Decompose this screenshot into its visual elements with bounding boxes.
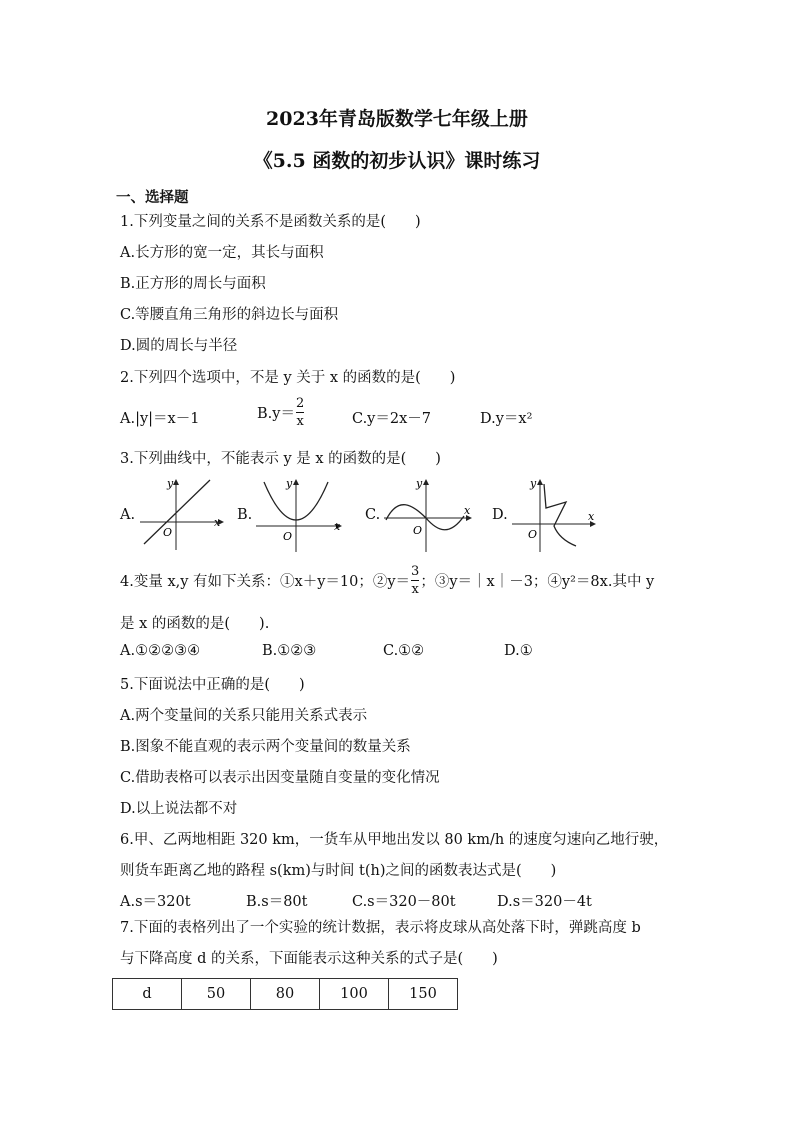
y-axis-arrow [173,479,179,485]
question-4-stem [120,565,654,596]
table-row [113,979,458,1010]
question-1-option-a: A.长方形的宽一定，其长与面积 [120,245,324,261]
question-1-stem: 1.下列变量之间的关系不是函数关系的是( ) [120,214,421,230]
y-axis-label: y [167,477,174,490]
origin-label: O [528,528,538,541]
x-axis-label: x [214,516,221,529]
fraction-denominator: x [411,582,419,597]
question-4-option-a: A.①②②③④ [120,643,201,659]
graph-curve [144,480,210,544]
table-cell: 150 [389,979,458,1010]
question-4-text-part1: 4.变量 x,y 有如下关系：①x＋y＝10；②y＝ [120,574,411,590]
question-6-stem-line1: 6.甲、乙两地相距 320 km，一货车从甲地出发以 80 km/h 的速度匀速向乙地行驶， [120,832,669,848]
fraction-numerator: 3 [411,564,420,579]
x-axis-label: x [588,510,595,523]
question-1-option-c: C.等腰直角三角形的斜边长与面积 [120,307,339,323]
question-1-option-d: D.圆的周长与半径 [120,338,238,354]
graph-curve [386,505,464,530]
question-2-option-c: C.y＝2x－7 [352,411,432,427]
graph-a [136,474,228,554]
y-axis-label: y [416,477,423,490]
question-4-fraction [411,565,419,596]
question-5-option-d: D.以上说法都不对 [120,801,238,817]
y-axis-arrow [293,479,299,485]
y-axis-arrow [423,479,429,485]
graph-d-label: D. [492,507,508,523]
question-3-stem: 3.下列曲线中，不能表示 y 是 x 的函数的是( ) [120,451,441,467]
y-axis-arrow [537,479,543,485]
y-axis-label: y [286,477,293,490]
question-6-option-a: A.s＝320t [120,894,191,910]
question-2-option-b-prefix: B.y＝ [257,406,295,422]
question-2-fraction [296,397,304,428]
fraction-numerator: 2 [295,396,305,411]
table-cell: 50 [182,979,251,1010]
question-2-option-b [257,397,305,428]
document-subtitle: 《5.5 函数的初步认识》课时练习 [253,150,541,172]
document-title: 2023年青岛版数学七年级上册 [266,108,528,130]
question-6-option-c: C.s＝320－80t [352,894,456,910]
y-axis-label: y [530,477,537,490]
graph-d [508,474,604,554]
graph-a-label: A. [120,507,136,523]
graph-curve [544,484,576,546]
question-7-stem-line2: 与下降高度 d 的关系，下面能表示这种关系的式子是( ) [120,951,498,967]
question-4-option-c: C.①② [383,643,425,659]
question-6-stem-line2: 则货车距离乙地的路程 s(km)与时间 t(h)之间的函数表达式是( ) [120,863,557,879]
question-2-option-d: D.y＝x² [480,411,533,427]
question-4-stem-line2: 是 x 的函数的是( ). [120,616,270,632]
table-cell: d [113,979,182,1010]
question-2-option-a: A.|y|＝x－1 [120,411,200,427]
x-axis-label: x [334,520,341,533]
origin-label: O [283,530,293,543]
question-4-text-part2: ；③y＝｜x｜－3；④y²＝8x.其中 y [420,574,655,590]
graph-c-label: C. [365,507,381,523]
question-7-stem-line1: 7.下面的表格列出了一个实验的统计数据，表示将皮球从高处落下时，弹跳高度 b [120,920,641,936]
fraction-denominator: x [296,414,304,429]
graph-b-label: B. [237,507,253,523]
question-2-stem: 2.下列四个选项中，不是 y 关于 x 的函数的是( ) [120,370,456,386]
graph-b [252,474,350,554]
question-5-stem: 5.下面说法中正确的是( ) [120,677,305,693]
x-axis-label: x [464,504,471,517]
question-4-option-b: B.①②③ [262,643,317,659]
question-6-option-d: D.s＝320－4t [497,894,592,910]
question-5-option-a: A.两个变量间的关系只能用关系式表示 [120,708,368,724]
table-cell: 80 [251,979,320,1010]
origin-label: O [413,524,423,537]
question-6-option-b: B.s＝80t [246,894,308,910]
table-cell: 100 [320,979,389,1010]
question-4-option-d: D.① [504,643,533,659]
question-5-option-c: C.借助表格可以表示出因变量随自变量的变化情况 [120,770,440,786]
question-5-option-b: B.图象不能直观的表示两个变量间的数量关系 [120,739,411,755]
graph-c [380,474,480,554]
section-heading: 一、选择题 [116,189,189,206]
origin-label: O [163,526,173,539]
data-table [112,978,458,1010]
question-1-option-b: B.正方形的周长与面积 [120,276,266,292]
